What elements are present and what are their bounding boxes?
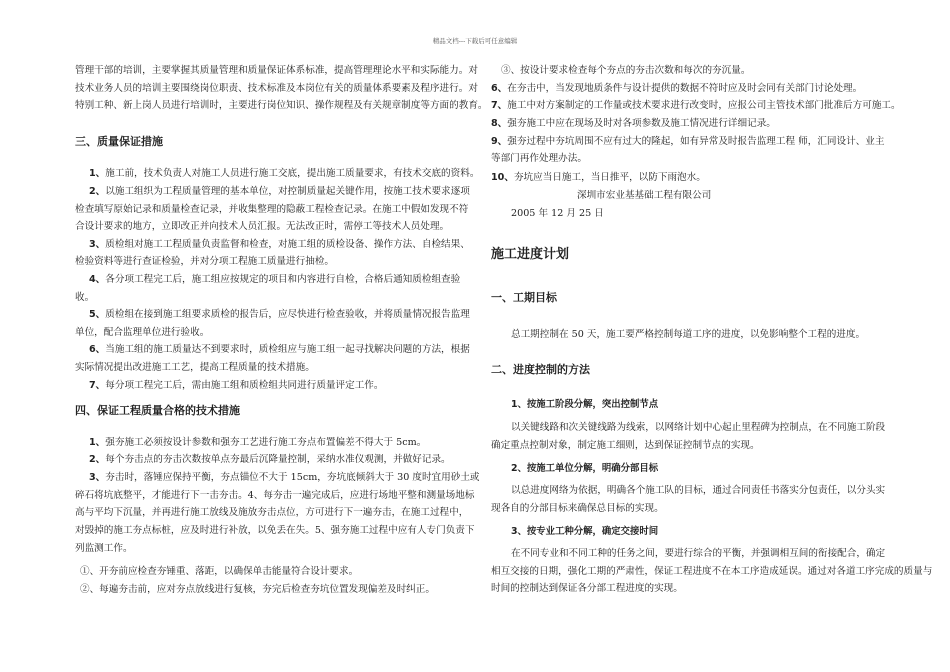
page-header: 精品文档---下载后可任意编辑: [432, 37, 518, 45]
text-line: 7、施工中对方案制定的工作量或技术要求进行改变时，应报公司主管技术部门批准后方可施工。: [491, 100, 901, 111]
text-line: 管理干部的培训，主要掌握其质量管理和质量保证体系标准，提高管理理论水平和实际能力。对: [75, 65, 478, 76]
text-line: 现各自的分部目标来确保总目标的实现。: [491, 503, 664, 514]
item-number: 2、: [89, 454, 106, 465]
text-line: 合设计要求的地方，立即改正并向技术人员汇报。无法改正时，需停工等技术人员处理。: [75, 221, 450, 232]
section-heading: 一、工期目标: [491, 291, 557, 304]
item-number: 1、: [89, 168, 106, 179]
text-line: 8、强夯施工中应在现场及时对各项参数及施工情况进行详细记录。: [491, 118, 776, 129]
text-line: 相互交接的日期，强化工期的严肃性，保证工程进度不在本工序造成延误。通过对各道工序完成的质量与: [491, 566, 933, 577]
item-number: 7、: [89, 380, 106, 391]
item-number: 2、: [89, 186, 106, 197]
text-line: 9、强夯过程中夯坑周围不应有过大的隆起，如有异常及时报告监理工程 师，汇同设计、业主: [491, 136, 885, 147]
item-number: 3、: [89, 472, 106, 483]
text-line: 时间的控制达到保证各分部工程进度的实现。: [491, 583, 683, 594]
text-line: 技术业务人员的培训主要围绕岗位职责、技术标准及本岗位有关的质量体系要素及程序进行。对: [75, 83, 478, 94]
text-line: 检查填写原始记录和质量检查记录，并收集整理的隐蔽工程检查记录。在施工中假如发现不符: [75, 204, 469, 215]
text-line: 2、以施工组织为工程质量管理的基本单位，对控制质量起关键作用，按施工技术要求逐项: [89, 186, 470, 197]
text-line: 以总进度网络为依据，明确各个施工队的目标，通过合同责任书落实分包责任，以分头实: [511, 485, 886, 496]
text-line: 确定重点控制对象，制定施工细则，达到保证控制节点的实现。: [491, 440, 760, 451]
item-number: 6、: [491, 83, 508, 94]
text-line: 等部门再作处理办法。: [491, 153, 587, 164]
text-line: 5、质检组在接到施工组要求质检的报告后，应尽快进行检查验收，并将质量情况报告监理: [89, 309, 470, 320]
text-line: 对毁掉的施工夯点标桩，应及时进行补放，以免丢在失。5、强夯施工过程中应有人专门负责下: [75, 525, 475, 536]
text-line: 2、每个夯击点的夯击次数按单点夯最后沉降量控制，采纳水准仪观测，并做好记录。: [89, 454, 451, 465]
text-line: 碎石将坑底整平，才能进行下一击夯击。4、每夯击一遍完成后，应进行场地平整和测量场地标: [75, 490, 475, 501]
text-line: 6、在夯击中，当发现地质条件与设计提供的数据不符时应及时会同有关部门讨论处理。: [491, 83, 863, 94]
text-line: 检验资料等进行查证检验，并对分项工程施工质量进行抽检。: [75, 256, 335, 267]
text-line: 实际情况提出改进施工工艺，提高工程质量的技术措施。: [75, 362, 315, 373]
text-line: 3、夯击时，落锤应保持平衡，夯点锚位不大于 15cm，夯坑底倾斜大于 30 度时宜用砂土或: [89, 472, 480, 483]
section-heading: 四、保证工程质量合格的技术措施: [75, 404, 240, 417]
text-line: 高与平均下沉量，并再进行施工放线及施放夯击点位，方可进行下一遍夯击，在施工过程中，: [75, 507, 469, 518]
text-line: 1、强夯施工必须按设计参数和强夯工艺进行施工夯点布置偏差不得大于 5cm。: [89, 437, 427, 448]
text-line: ③、按设计要求检查每个夯点的夯击次数和每次的夯沉量。: [501, 65, 751, 76]
item-number: 8、: [491, 118, 508, 129]
text-line: 收。: [75, 292, 95, 303]
text-line: 总工期控制在 50 天，施工要严格控制每道工序的进度，以免影响整个工程的进度。: [511, 329, 866, 340]
text-line: ①、开夯前应检查夯锤重、落距，以确保单击能量符合设计要求。: [80, 566, 359, 577]
item-number: 7、: [491, 100, 508, 111]
sub-heading: 1、按施工阶段分解，突出控制节点: [511, 399, 659, 410]
text-line: 3、质检组对施工工程质量负责监督和检查，对施工组的质检设备、操作方法、自检结果、: [89, 239, 470, 250]
section-heading: 二、进度控制的方法: [491, 363, 590, 376]
sub-heading: 3、按专业工种分解，确定交接时间: [511, 526, 659, 537]
text-line: 深圳市宏业基基础工程有限公司: [577, 190, 712, 201]
text-line: 1、施工前，技术负责人对施工人员进行施工交底，提出施工质量要求，有技术交底的资料。: [89, 168, 480, 179]
section-heading: 施工进度计划: [491, 247, 570, 262]
text-line: 单位，配合监理单位进行验收。: [75, 327, 210, 338]
sub-heading: 2、按施工单位分解，明确分部目标: [511, 463, 659, 474]
text-line: 2005 年 12 月 25 日: [511, 208, 604, 219]
text-line: 特别工种、新上岗人员进行培训时，主要进行岗位知识、操作规程及有关规章制度等方面的教育。: [75, 100, 488, 111]
section-heading: 三、质量保证措施: [75, 135, 163, 148]
text-line: 在不同专业和不同工种的任务之间，要进行综合的平衡，并强调相互间的衔接配合，确定: [511, 548, 886, 559]
item-number: 9、: [491, 136, 508, 147]
item-number: 6、: [89, 344, 106, 355]
text-line: 以关键线路和次关键线路为线索，以网络计划中心起止里程碑为控制点，在不同施工阶段: [511, 422, 886, 433]
item-number: 4、: [89, 274, 106, 285]
text-line: 6、当施工组的施工质量达不到要求时，质检组应与施工组一起寻找解决问题的方法，根据: [89, 344, 470, 355]
item-number: 3、: [89, 239, 106, 250]
text-line: 4、各分项工程完工后，施工组应按规定的项目和内容进行自检，合格后通知质检组查验: [89, 274, 461, 285]
text-line: 7、每分项工程完工后，需由施工组和质检组共同进行质量评定工作。: [89, 380, 384, 391]
text-line: 10、夯坑应当日施工，当日推平，以防下雨泡水。: [491, 172, 706, 183]
item-number: 10、: [491, 172, 514, 183]
text-line: 列监测工作。: [75, 543, 133, 554]
item-number: 5、: [89, 309, 106, 320]
text-line: ②、每遍夯击前，应对夯点放线进行复核，夯完后检查夯坑位置发现偏差及时纠正。: [80, 584, 435, 595]
item-number: 1、: [89, 437, 106, 448]
